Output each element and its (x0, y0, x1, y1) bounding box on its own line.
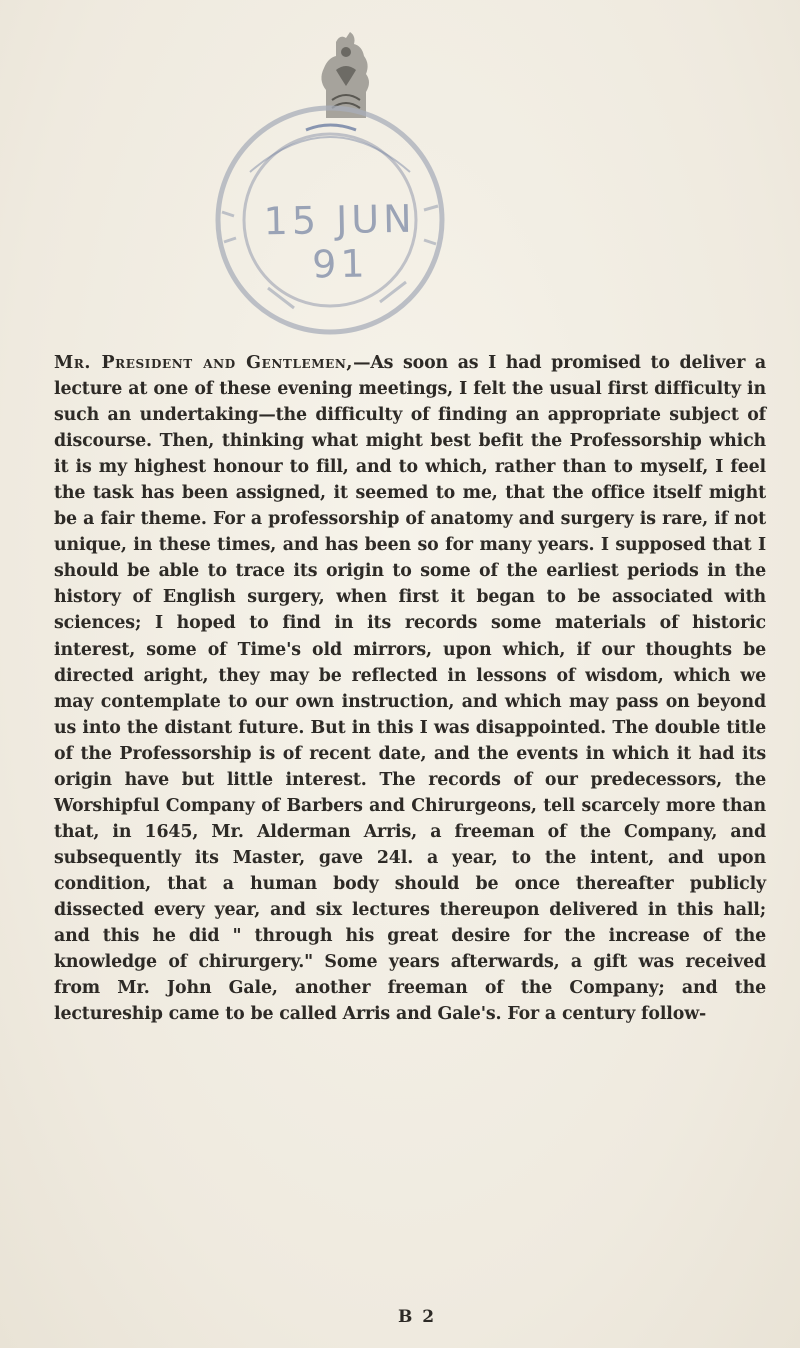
stamp-date: 15 JUN 91 (263, 196, 416, 287)
salutation: Mr. President and Gentlemen, (54, 353, 354, 373)
paragraph-text: —As soon as I had promised to deliver a lecture at one of these evening meetings, I felt the usual first difficulty in such an undertaking—the difficulty of finding an appropriate subject of discourse. Then, thinking what might best befit the Professorship which it is my highest honour to fill, and to which, rather than to myself, I feel the task has been assigned, it seemed to me, that the office itself might be a fair theme. For a professorship of anatomy and surgery is rare, if not unique, in these times, and has been so for many years. I supposed that I should be able to trace its origin to some of the earliest periods in the history of English surgery, when first it began to be associated with sciences; I hoped to find in its records some materials of historic interest, some of Time's old mirrors, upon which, if our thoughts be directed aright, they may be reflected in lessons of wisdom, which we may contemplate to our own instruction, and which may pass on beyond us into the distant future. But in this I was disappointed. The double title of the Professorship is of recent date, and the events in which it had its origin have but little interest. The records of our predecessors, the Worshipful Company of Barbers and Chirurgeons, tell scarcely more than that, in 1645, Mr. Alderman Arris, a freeman of the Company, and subsequently its Master, gave 24l. a year, to the intent, and upon condition, that a human body should be once thereafter publicly dissected every year, and six lectures thereupon delivered in this hall; and this he did " through his great desire for the increase of the knowledge of chirurgery." Some years afterwards, a gift was received from Mr. John Gale, another freeman of the Company; and the lectureship came to be called Arris and Gale's. For a century follow- (54, 353, 766, 1025)
body-paragraph (54, 350, 766, 1027)
signature-mark: B 2 (398, 1307, 437, 1327)
body-text (54, 350, 766, 1027)
